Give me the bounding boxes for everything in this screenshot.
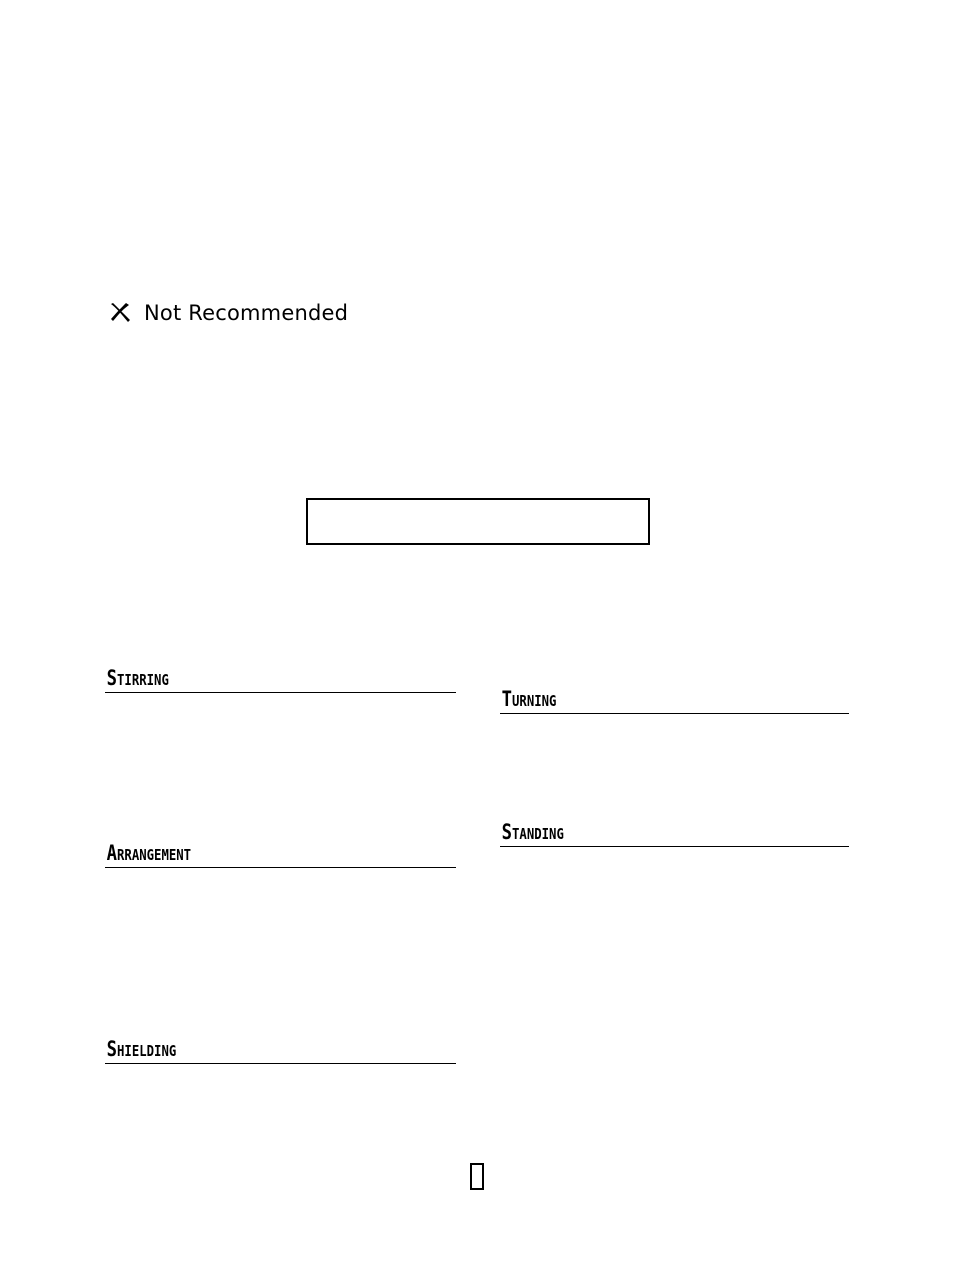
section-title: Stirring: [106, 666, 169, 690]
page-number-box: [470, 1163, 484, 1190]
cross-mark-icon: [108, 301, 132, 325]
empty-box: [306, 498, 650, 545]
legend-label: Not Recommended: [144, 301, 349, 325]
section-title: Turning: [501, 687, 557, 711]
section-heading-turning: [500, 686, 849, 714]
section-title: Standing: [501, 820, 564, 844]
section-heading-arrangement: [105, 840, 456, 868]
section-heading-shielding: [105, 1036, 456, 1064]
legend-not-recommended: [108, 298, 348, 328]
section-heading-stirring: [105, 665, 456, 693]
section-title: Shielding: [106, 1037, 177, 1061]
section-heading-standing: [500, 819, 849, 847]
section-title: Arrangement: [106, 841, 192, 865]
